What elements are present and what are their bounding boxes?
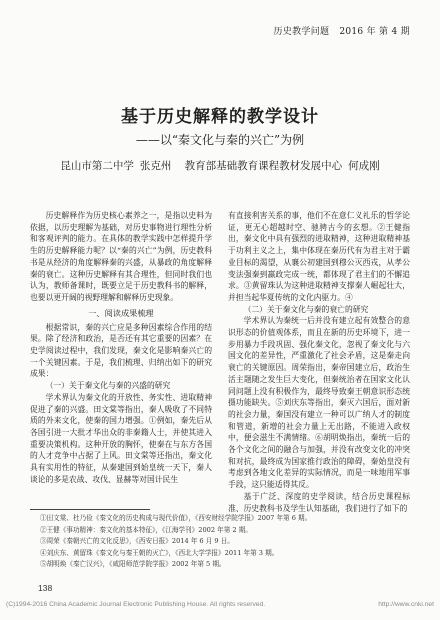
footer-url: http://www.cnki.net <box>378 601 434 608</box>
journal-name: 历史教学问题 <box>273 27 330 37</box>
footnote-item: ④刘庆东、黄留珠《秦文化与秦王朝的灭亡》，《西北大学学报》2011 年第 3 期。 <box>40 548 279 557</box>
author-line <box>10 158 430 173</box>
body-paragraph: 学术界认为秦统一后并没有建立起有效整合的意识形态的价值观体系，而且在新的历史环境下，进一步用暴力手段巩固、强化秦文化，忽视了秦文化与六国文化的差异性，严重激化了社会矛盾，这是秦走向衰亡的关键原因。周荣指出，秦帝国建立后，政治生活主题随之发生巨大变化，但秦统治者在国家文化认同问题上没有积极作为，最终导致秦王朝意识形态统摄功能缺失。⑤刘庆东等指出，秦灭六国后，面对新的社会力量，秦国没有建立一种可以广纳人才的制度和管道，新增的社会力量上无出路，不能进入政权中，便会滋生不满情绪。⑥胡明焕指出，秦统一后的各个文化之间的融合与加强，并没有改变文化的冲突和对抗，最终成为国家推行政治的障碍，秦始皇没有考虑到各地文化差异的实际情况，而是一味地用军事手段，这只能适得其反。 <box>228 316 410 490</box>
subsection-heading: （一）关于秦文化与秦的兴盛的研究 <box>45 381 171 391</box>
footnote-item: ②王健《事功精神：秦文化的基本特征》，《江海学刊》2002 年第 2 期。 <box>40 525 252 534</box>
running-head <box>274 24 411 37</box>
author-1 <box>60 160 171 172</box>
article-title: 基于历史解释的教学设计 <box>121 107 319 127</box>
body-paragraph: 基于广泛、深度的史学阅读，结合历史课程标准、历史教科书及学生认知基础，我们进行了如下的 <box>228 491 410 513</box>
footnote-item: ③周荣《秦朝兴亡的文化反思》，《西安日报》2014 年 6 月 9 日。 <box>40 537 234 546</box>
body-paragraph: 根据常识，秦的兴亡应是多种因素综合作用的结果。除了经济和政治，是否还有其它重要的因素？在史学阅读过程中，我们发现，秦文化是影响秦兴亡的一个关键因素。于是，我们梳理、归纳出如下的研究成果： <box>30 322 212 379</box>
footnote-divider <box>30 509 150 510</box>
intro-paragraph: 历史解释作为历史核心素养之一，是指以史料为依据，以历史理解为基础，对历史事物进行理性分析和客观评判的能力。在具体的教学实践中怎样提升学生的历史解释能力呢？以“秦的兴亡”为例，历史教科书是从经济的角度解释秦的兴盛，从暴政的角度解释秦的衰亡。这种历史解释有其合理性，但同时我们也认为，教师备课时，既要立足于历史教科书的解释，也要以更开阔的视野理解和解释历史现象。 <box>30 211 212 302</box>
section-heading: 一、阅读成果梳理 <box>88 307 154 318</box>
body-paragraph-continued: 有直接利害关系的事，他们不在意仁义礼乐的哲学论证，更无心超越时空、驰骋古今的玄想。②王健指出，秦文化中具有强烈的进取精神，这种进取精神基于功利主义之上，集中体现在秦历代有为君主对于霸业目标的渴望，从襄公初建国到穆公灭西戎，从孝公变法强秦到嬴政完成一统，都体现了君主们的不懈追求。③黄留珠认为这种进取精神支撑秦人崛起壮大，并担当起华夏传统的文化内驱力。④ <box>228 211 410 302</box>
footnotes <box>30 513 410 571</box>
copyright-footer <box>6 601 434 608</box>
author-affiliation: 昆山市第二中学 <box>60 160 134 172</box>
footnote-item: ①田文棠、杜乃俭《秦文化的历史构成与现代价值》，《西安财经学院学报》2007 年第 6 期。 <box>40 514 312 522</box>
article-subtitle: ——以“秦文化与秦的兴亡”为例 <box>135 133 305 147</box>
body-column-right <box>228 210 410 514</box>
author-name: 何成刚 <box>348 160 380 172</box>
author-name: 张克州 <box>139 160 172 172</box>
body-paragraph: 学术界认为秦文化的开放性、务实性、进取精神促进了秦的兴盛。田文棠等指出，秦人吸收了不同特质的外来文化，使秦的国力增强。①例如，秦先后从各国引进一大批才华出众的非秦籍人士，并使其进入重要决策机构。这种开放的胸怀，使秦在与东方各国的人才竞争中占据了上风。田文棠等还指出，秦文化具有实用性的特征，从秦建国到始皇统一天下，秦人谈论的多是农战、攻伐、显赫等对国计民生 <box>30 392 212 484</box>
issue-number: 2016 年 第 4 期 <box>339 27 410 37</box>
page-number: 138 <box>38 583 53 593</box>
author-affiliation: 教育部基础教育课程教材发展中心 <box>184 160 343 172</box>
author-2 <box>185 160 380 172</box>
body-column-left <box>30 210 212 485</box>
copyright-text: (C)1994-2016 China Academic Journal Electronic Publishing House. All rights reserved. <box>6 601 266 608</box>
footnote-item: ⑤胡明焕《秦亡汉兴》，《咸阳师范学院学报》2002 年第 5 期。 <box>40 560 226 569</box>
subsection-heading: （二）关于秦文化与秦的衰亡的研究 <box>243 304 369 314</box>
